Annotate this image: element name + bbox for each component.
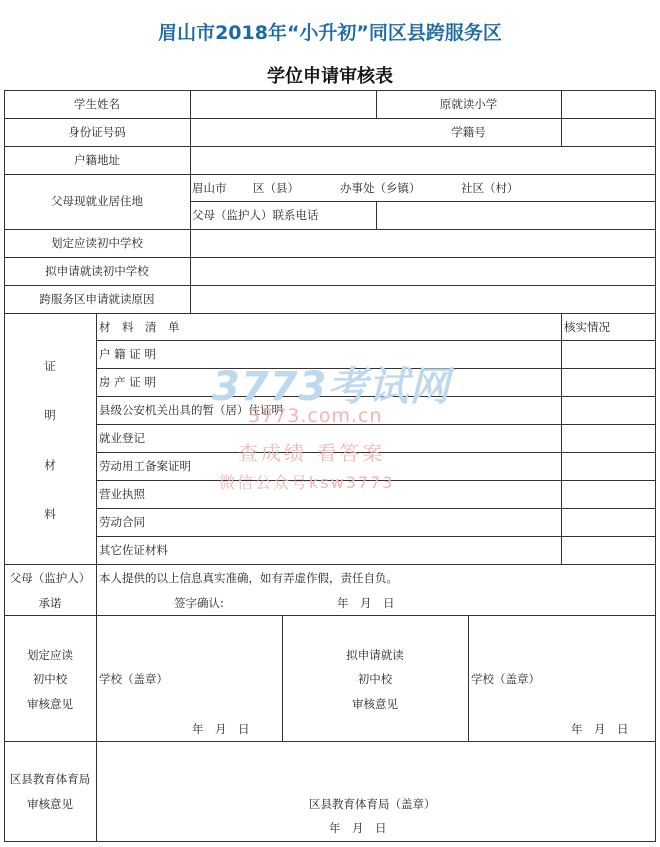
label-parent-residence: 父母现就业居住地 <box>51 194 143 208</box>
intended-review-label: 初中校 <box>357 672 393 686</box>
form-title: 眉山市2018年“小升初”同区县跨服务区 <box>158 22 502 44</box>
label-reason: 跨服务区申请就读原因 <box>39 292 155 306</box>
bureau-label: 区县教育体育局 <box>9 772 91 786</box>
material-item: 劳动用工备案证明 <box>99 459 191 473</box>
address-office: 办事处（乡镇） <box>340 181 421 195</box>
intended-review-label: 拟申请就读 <box>346 648 404 662</box>
label-id-number: 身份证号码 <box>68 125 126 139</box>
watermark-wechat: 微信公众号ksw3773 <box>219 473 395 492</box>
watermark-slogan: 查成绩 看答案 <box>238 441 386 465</box>
label-prev-primary: 原就读小学 <box>439 97 498 111</box>
bureau-stamp: 区县教育体育局（盖章） <box>309 797 436 811</box>
bureau-date: 年 月 日 <box>329 821 387 835</box>
designated-review-label: 初中校 <box>32 672 68 686</box>
watermark-url: 3773.com.cn <box>248 405 383 427</box>
material-item: 营业执照 <box>99 487 145 501</box>
designated-review-label: 审核意见 <box>27 697 73 711</box>
watermark-logo: 3773考试网 <box>212 364 451 410</box>
form-subtitle: 学位申请审核表 <box>267 66 393 87</box>
intended-review-label: 审核意见 <box>352 697 398 711</box>
label-parent-phone: 父母（监护人）联系电话 <box>192 208 319 222</box>
label-student-name: 学生姓名 <box>74 97 120 111</box>
pledge-label: 承诺 <box>38 596 62 610</box>
material-item: 县级公安机关出具的暂（居）住证明 <box>99 403 283 417</box>
address-community: 社区（村） <box>461 181 519 195</box>
material-item: 户 籍 证 明 <box>99 347 156 361</box>
materials-list-header: 材 料 清 单 <box>99 320 180 334</box>
pledge-date: 年 月 日 <box>337 596 395 610</box>
materials-label-char: 材 <box>44 458 56 472</box>
label-intended-school: 拟申请就读初中学校 <box>45 264 149 278</box>
label-student-number: 学籍号 <box>451 125 486 139</box>
materials-label-char: 料 <box>44 507 56 521</box>
address-city: 眉山市 <box>192 181 227 195</box>
material-item: 其它佐证材料 <box>99 543 168 557</box>
material-item: 劳动合同 <box>99 515 145 529</box>
label-designated-school: 划定应读初中学校 <box>51 236 143 250</box>
material-item: 房 产 证 明 <box>99 375 156 389</box>
designated-review-label: 划定应读 <box>27 648 73 662</box>
intended-school-stamp: 学校（盖章） <box>471 672 540 686</box>
designated-school-stamp: 学校（盖章） <box>99 672 168 686</box>
materials-label-char: 证 <box>44 359 56 373</box>
label-household-address: 户籍地址 <box>74 153 120 167</box>
address-district: 区（县） <box>253 181 299 195</box>
pledge-sign: 签字确认: <box>174 596 224 610</box>
verify-header: 核实情况 <box>564 320 610 334</box>
intended-date: 年 月 日 <box>571 722 629 736</box>
pledge-statement: 本人提供的以上信息真实准确，如有弄虚作假，责任自负。 <box>99 571 398 585</box>
designated-date: 年 月 日 <box>192 722 250 736</box>
bureau-label: 审核意见 <box>27 797 73 811</box>
material-item: 就业登记 <box>99 431 145 445</box>
pledge-label: 父母（监护人） <box>9 571 91 585</box>
materials-label-char: 明 <box>44 408 56 422</box>
